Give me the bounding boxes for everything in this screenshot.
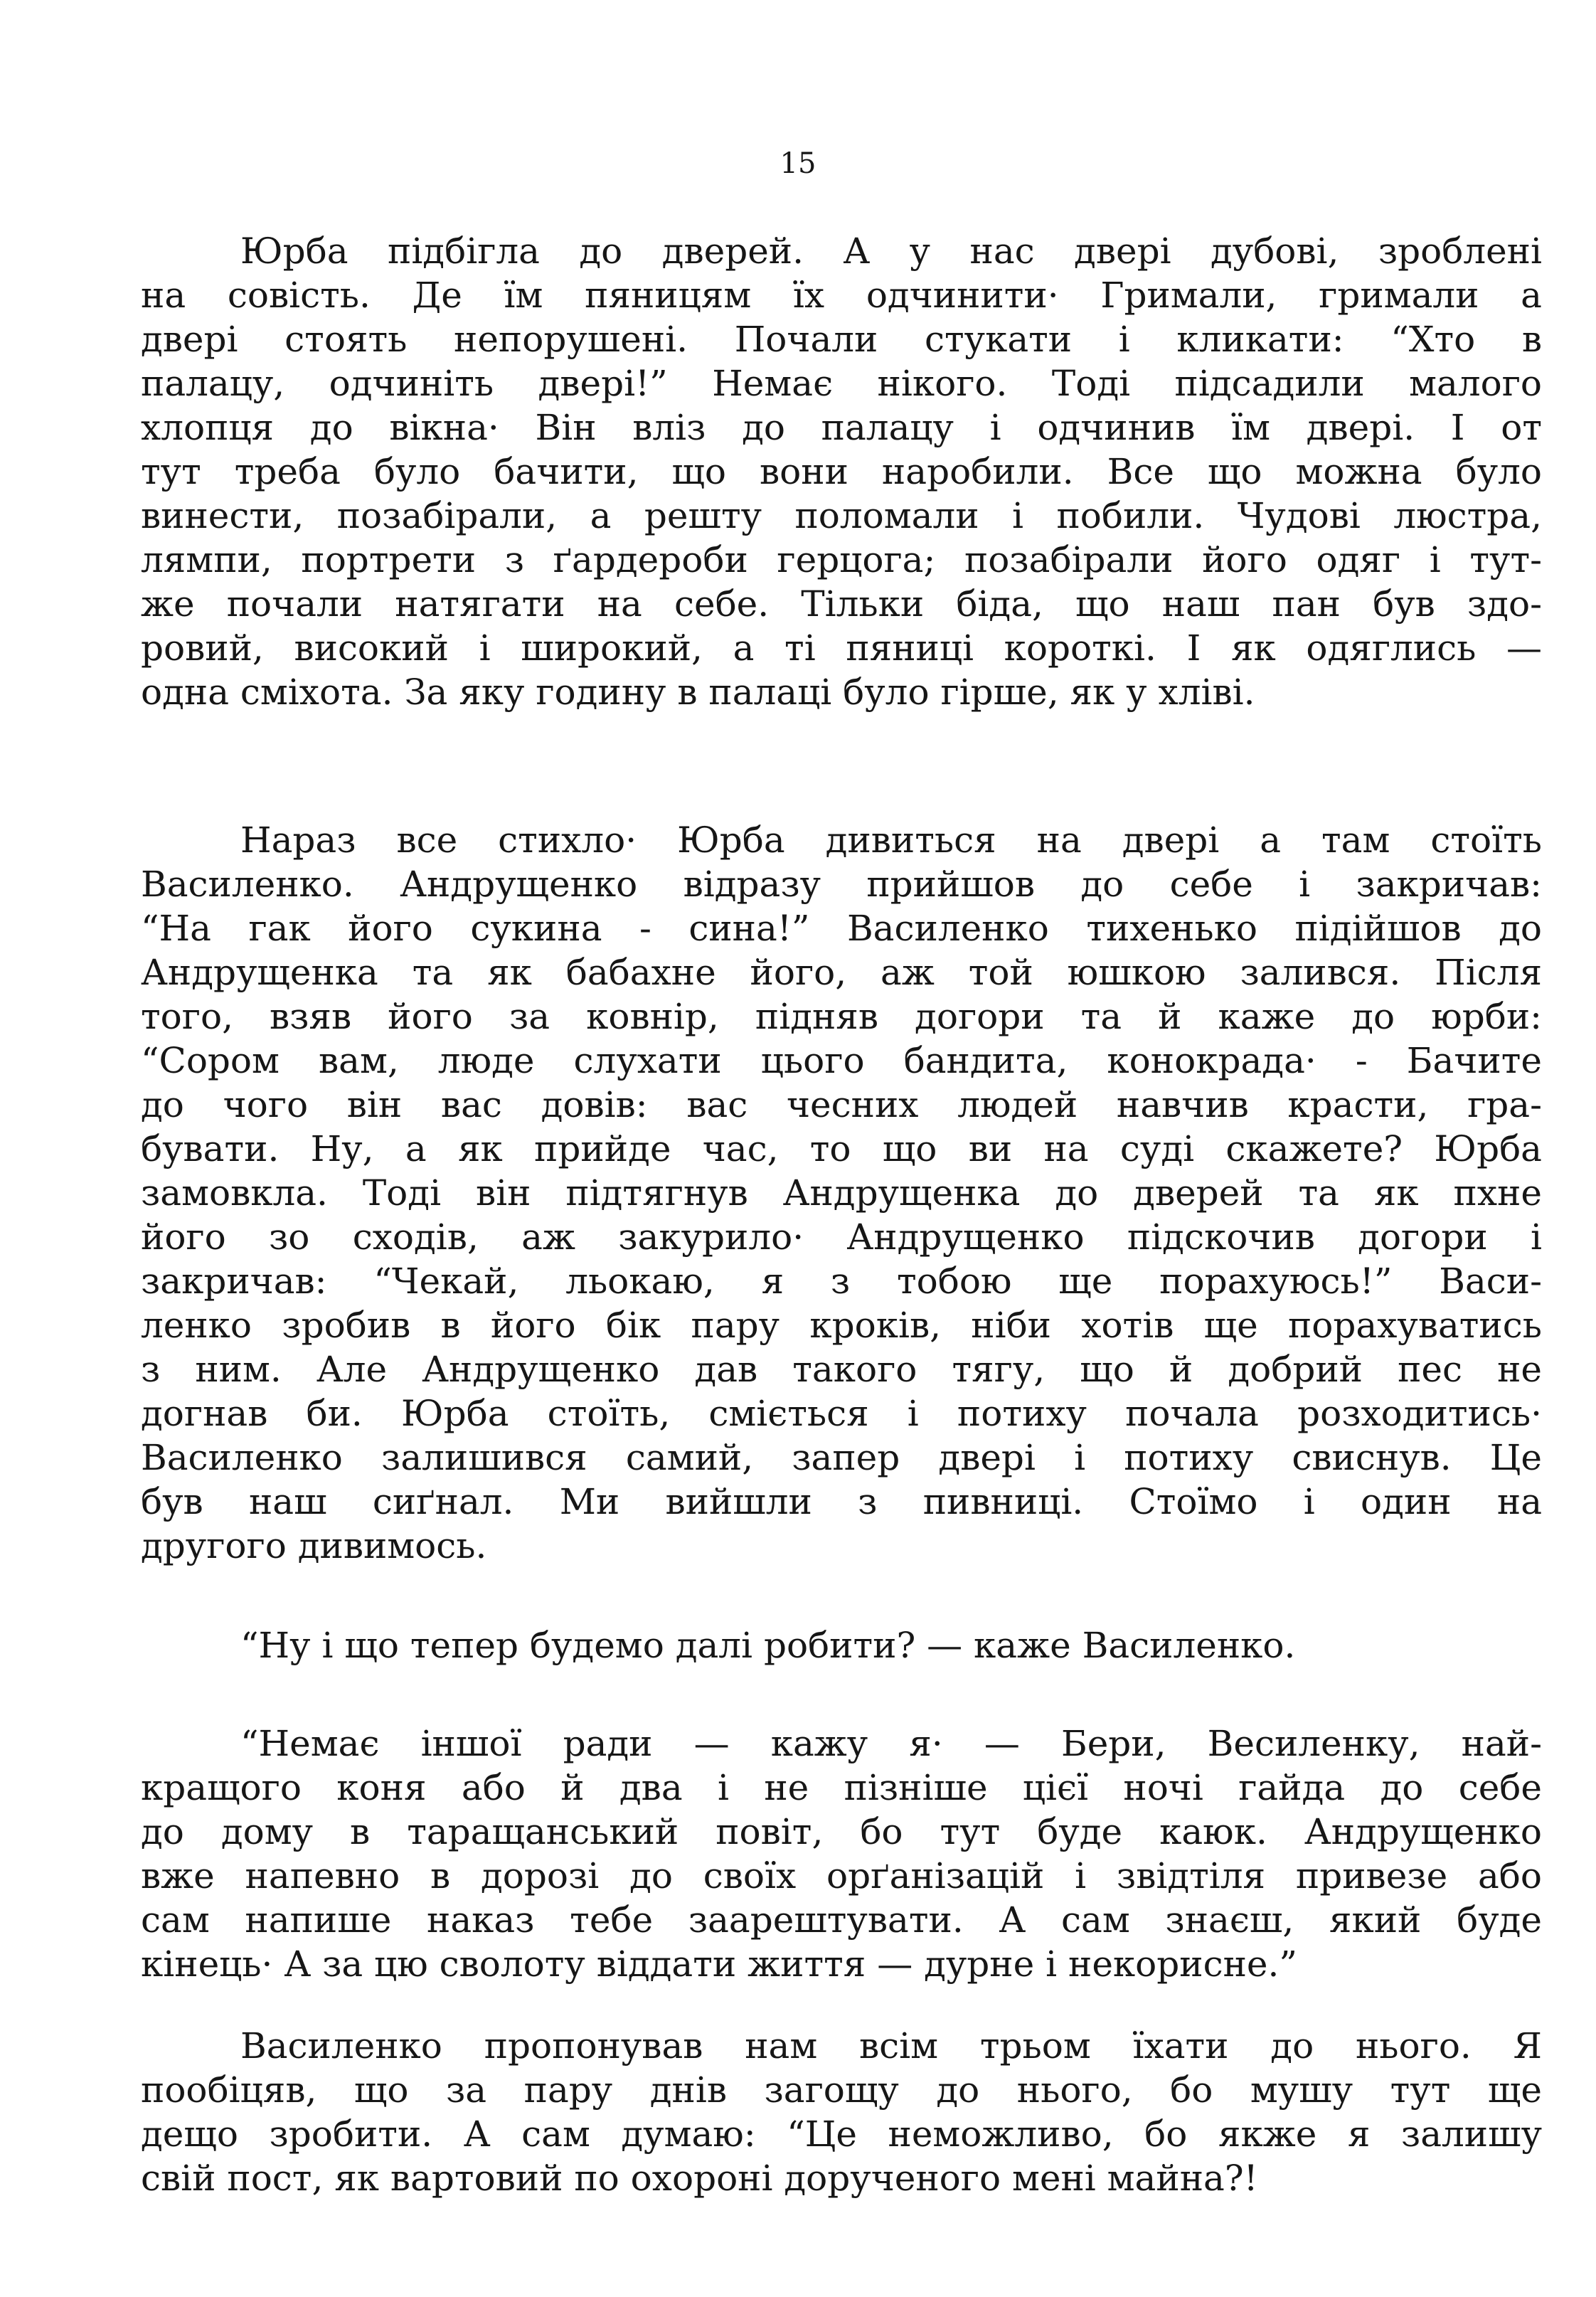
- paragraph-4: [141, 1722, 1542, 1986]
- text-line: одна сміхота. За яку годину в палаці було гірше, як у хліві.: [141, 672, 1255, 713]
- paragraph-1: [141, 229, 1542, 714]
- text-line: Юрба підбігла до дверей. А у нас двері дубові, зроблені: [240, 230, 1542, 272]
- text-line: закричав: “Чекай, льокаю, я з тобою ще порахуюсь!” Васи-: [141, 1261, 1542, 1302]
- page-number: 15: [780, 147, 816, 180]
- text-line: хлопця до вікна· Він вліз до палацу і одчинив їм двері. І от: [141, 407, 1542, 448]
- text-line: другого дивимось.: [141, 1525, 487, 1566]
- text-line: “Немає іншої ради — кажу я· — Бери, Весиленку, най-: [240, 1723, 1542, 1764]
- text-line: ленко зробив в його бік пару кроків, ніби хотів ще порахуватись: [141, 1305, 1542, 1346]
- text-line: до дому в таращанський повіт, бо тут буде каюк. Андрущенко: [141, 1811, 1542, 1852]
- text-line: “Сором вам, люде слухати цього бандита, конокрада· - Бачите: [141, 1040, 1542, 1081]
- text-line: ровий, високий і широкий, а ті пяниці короткі. І як одяглись —: [141, 627, 1542, 669]
- text-line: пообіцяв, що за пару днів загощу до нього, бо мушу тут ще: [141, 2069, 1542, 2111]
- text-line: сам напише наказ тебе заарештувати. А сам знаєш, який буде: [141, 1899, 1542, 1941]
- text-line: бувати. Ну, а як прийде час, то що ви на суді скажете? Юрба: [141, 1128, 1542, 1169]
- text-line: дещо зробити. А сам думаю: “Це неможливо, бо якже я залишу: [141, 2113, 1542, 2155]
- paragraph-2: [141, 818, 1542, 1568]
- text-line: Василенко залишився самий, запер двері і потиху свиснув. Це: [141, 1437, 1542, 1478]
- text-line: “Ну і що тепер будемо далі робити? — каже Василенко.: [240, 1625, 1296, 1666]
- text-line: тут треба було бачити, що вони наробили. Все що можна було: [141, 451, 1542, 492]
- text-line: же почали натягати на себе. Тільки біда, що наш пан був здо-: [141, 583, 1542, 625]
- text-line: Нараз все стихло· Юрба дивиться на двері а там стоїть: [240, 819, 1542, 861]
- text-line: до чого він вас довів: вас чесних людей навчив красти, гра-: [141, 1084, 1542, 1125]
- paragraph-5: [141, 2024, 1542, 2200]
- text-line: лямпи, портрети з ґардероби герцога; позабірали його одяг і тут-: [141, 539, 1542, 580]
- text-line: його зо сходів, аж закурило· Андрущенко підскочив догори і: [141, 1216, 1542, 1258]
- text-line: догнав би. Юрба стоїть, сміється і потиху почала розходитись·: [141, 1393, 1542, 1434]
- text-line: кращого коня або й два і не пізніше цієї ночі гайда до себе: [141, 1767, 1542, 1808]
- text-line: “На гак його сукина - сина!” Василенко тихенько підійшов до: [141, 908, 1542, 949]
- text-line: на совість. Де їм пяницям їх одчинити· Гримали, гримали а: [141, 275, 1542, 316]
- text-line: Василенко пропонував нам всім трьом їхати до нього. Я: [240, 2025, 1542, 2067]
- text-line: з ним. Але Андрущенко дав такого тягу, що й добрий пес не: [141, 1349, 1542, 1390]
- text-line: замовкла. Тоді він підтягнув Андрущенка до дверей та як пхне: [141, 1172, 1542, 1214]
- text-line: палацу, одчиніть двері!” Немає нікого. Тоді підсадили малого: [141, 363, 1542, 404]
- text-line: винести, позабірали, а решту поломали і побили. Чудові люстра,: [141, 495, 1542, 536]
- text-line: Андрущенка та як бабахне його, аж той юшкою залився. Після: [141, 952, 1542, 993]
- text-line: свій пост, як вартовий по охороні дорученого мені майна?!: [141, 2158, 1258, 2199]
- text-line: того, взяв його за ковнір, підняв догори та й каже до юрби:: [141, 996, 1542, 1037]
- text-line: вже напевно в дорозі до своїх орґанізацій і звідтіля привезе або: [141, 1855, 1542, 1897]
- paragraph-3: [141, 1623, 1542, 1667]
- text-line: Василенко. Андрущенко відразу прийшов до себе і закричав:: [141, 864, 1542, 905]
- text-line: кінець· А за цю сволоту віддати життя — дурне і некорисне.”: [141, 1943, 1297, 1985]
- text-line: був наш сиґнал. Ми вийшли з пивниці. Стоїмо і один на: [141, 1481, 1542, 1522]
- text-line: двері стоять непорушені. Почали стукати і кликати: “Хто в: [141, 319, 1542, 360]
